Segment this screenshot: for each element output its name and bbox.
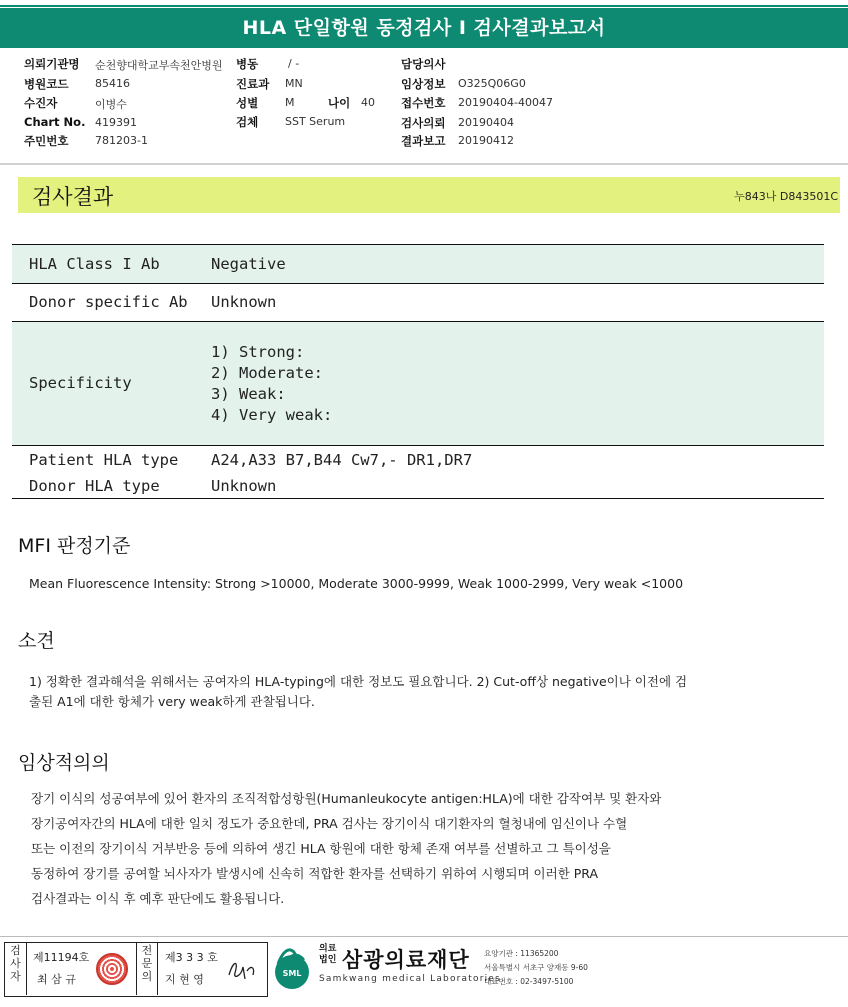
specificity-moderate: 2) Moderate: xyxy=(211,364,323,382)
chart-no-value: 419391 xyxy=(95,116,137,129)
sex-value: M xyxy=(285,96,295,109)
department-label: 진료과 xyxy=(236,77,270,91)
org-prefix: 의료 법인 xyxy=(319,944,337,965)
receipt-no-value: 20190404-40047 xyxy=(458,96,553,109)
info-divider xyxy=(0,163,848,165)
sml-logo-icon xyxy=(272,942,312,994)
resident-no-label: 주민번호 xyxy=(24,134,69,148)
department-value: MN xyxy=(285,77,303,90)
org-code: 요양기관 : 11365200 xyxy=(484,949,559,958)
attending-label: 담당의사 xyxy=(401,57,446,71)
specificity-very-weak: 4) Very weak: xyxy=(211,406,333,424)
report-title: HLA 단일항원 동정검사 I 검사결과보고서 xyxy=(0,8,848,48)
row-value: Negative xyxy=(211,255,286,273)
significance-line: 장기공여자간의 HLA에 대한 일치 정도가 중요한데, PRA 검사는 장기이식 대기환자의 혈청내에 임신이나 수혈 xyxy=(31,816,628,831)
table-row xyxy=(12,284,824,321)
specialist-label: 전문의 xyxy=(136,943,158,995)
org-phone: 대표번호 : 02-3497-5100 xyxy=(484,977,574,986)
row-key: Donor specific Ab xyxy=(29,293,188,311)
row-value: A24,A33 B7,B44 Cw7,- DR1,DR7 xyxy=(211,451,473,469)
lab-logo-area xyxy=(272,942,848,997)
significance-line: 검사결과는 이식 후 예후 판단에도 활용됩니다. xyxy=(31,891,285,906)
report-date-value: 20190412 xyxy=(458,134,514,147)
patient-label: 수진자 xyxy=(24,96,58,110)
examiner-name: 최 삼 규 xyxy=(37,973,76,986)
row-value: Unknown xyxy=(211,477,277,495)
specificity-weak: 3) Weak: xyxy=(211,385,286,403)
handwritten-signature xyxy=(223,953,261,985)
results-header xyxy=(18,177,840,213)
resident-no-value: 781203-1 xyxy=(95,134,148,147)
patient-value: 이병수 xyxy=(95,98,127,111)
significance-title: 임상적의의 xyxy=(18,752,110,774)
sex-label: 성별 xyxy=(236,96,259,110)
age-label: 나이 xyxy=(328,96,351,110)
org-name: 삼광의료재단 xyxy=(342,948,470,972)
ward-value: / - xyxy=(288,57,300,70)
clinical-info-label: 임상정보 xyxy=(401,77,446,91)
request-date-value: 20190404 xyxy=(458,116,514,129)
examiner-license: 제11194호 xyxy=(33,951,90,964)
request-date-label: 검사의뢰 xyxy=(401,116,446,130)
mfi-text: Mean Fluorescence Intensity: Strong >10000, Moderate 3000-9999, Weak 1000-2999, Very weak <1000 xyxy=(29,576,684,591)
findings-title: 소견 xyxy=(18,630,55,652)
signature-box xyxy=(4,942,268,997)
findings-line: 출된 A1에 대한 항체가 very weak하게 관찰됩니다. xyxy=(29,694,315,709)
specimen-label: 검체 xyxy=(236,115,259,129)
findings-line: 1) 정확한 결과해석을 위해서는 공여자의 HLA-typing에 대한 정보도 필요합니다. 2) Cut-off상 negative이나 이전에 검 xyxy=(29,674,688,689)
row-key: Specificity xyxy=(29,374,132,392)
specialist-name: 지 현 영 xyxy=(165,973,204,986)
age-value: 40 xyxy=(361,96,375,109)
clinical-info-value: O325Q06G0 xyxy=(458,77,526,90)
seal-stamp xyxy=(96,953,128,985)
significance-line: 장기 이식의 성공여부에 있어 환자의 조직적합성항원(Humanleukocyte antigen:HLA)에 대한 감작여부 및 환자와 xyxy=(31,791,662,806)
significance-line: 동정하여 장기를 공여할 뇌사자가 발생시에 신속히 적합한 환자를 선택하기 위하여 시행되며 이러한 PRA xyxy=(31,866,599,881)
results-title: 검사결과 xyxy=(32,185,114,209)
patient-info xyxy=(0,54,848,154)
chart-no-label: Chart No. xyxy=(24,115,86,129)
table-row xyxy=(12,322,824,445)
institution-label: 의뢰기관명 xyxy=(24,57,80,71)
hospital-code-value: 85416 xyxy=(95,77,130,90)
row-key: HLA Class I Ab xyxy=(29,255,160,273)
institution-value: 순천향대학교부속천안병원 xyxy=(95,59,223,72)
significance-line: 또는 이전의 장기이식 거부반응 등에 의하여 생긴 HLA 항원에 대한 항체 존재 여부를 선별하고 그 특이성을 xyxy=(31,841,611,856)
row-value: Unknown xyxy=(211,293,277,311)
row-key: Patient HLA type xyxy=(29,451,179,469)
table-row xyxy=(12,245,824,283)
row-key: Donor HLA type xyxy=(29,477,160,495)
mfi-title: MFI 판정기준 xyxy=(18,535,131,557)
ward-label: 병동 xyxy=(236,57,259,71)
hospital-code-label: 병원코드 xyxy=(24,77,69,91)
receipt-no-label: 접수번호 xyxy=(401,96,446,110)
sml-logo-text: SML xyxy=(282,969,302,978)
org-name-english: Samkwang medical Laboratories xyxy=(319,974,501,984)
specialist-license: 제3 3 3 호 xyxy=(165,951,218,964)
org-address: 서울특별시 서초구 양재동 9-60 xyxy=(484,963,588,972)
footer-divider xyxy=(0,936,848,937)
results-code: 누843나 D843501C xyxy=(734,190,838,203)
specimen-value: SST Serum xyxy=(285,115,346,128)
examiner-label: 검사자 xyxy=(5,943,27,995)
report-date-label: 결과보고 xyxy=(401,134,446,148)
specificity-strong: 1) Strong: xyxy=(211,343,305,361)
table-rule xyxy=(12,498,824,499)
table-row xyxy=(12,446,824,498)
